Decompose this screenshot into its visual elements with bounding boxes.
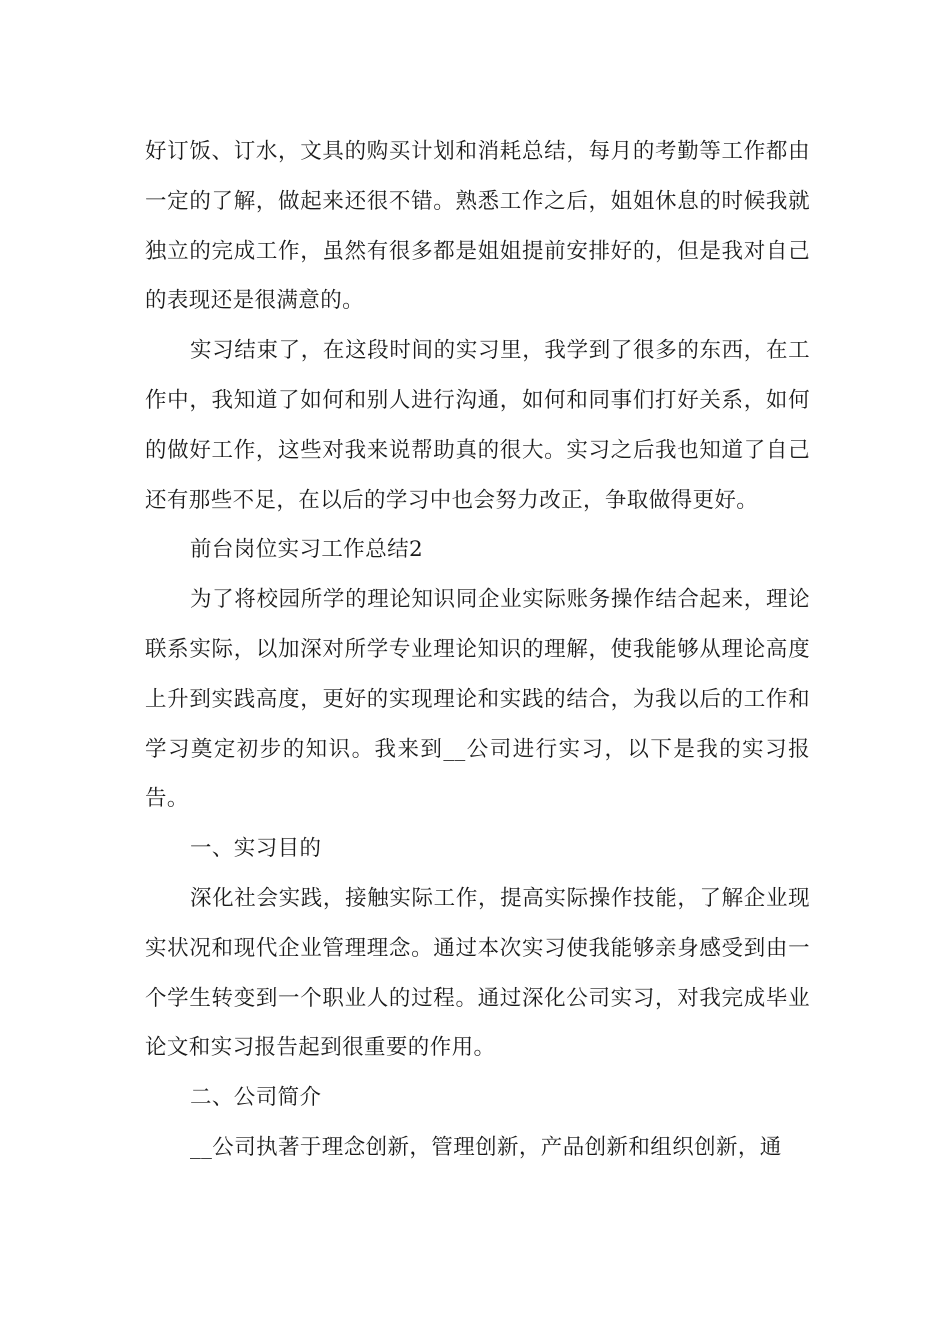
document-body (145, 127, 810, 1173)
paragraph-internship-conclusion: 实习结束了，在这段时间的实习里，我学到了很多的东西，在工作中，我知道了如何和别人进行沟通，如何和同事们打好关系，如何的做好工作，这些对我来说帮助真的很大。实习之后我也知道了自己还有那些不足，在以后的学习中也会努力改正，争取做得更好。 (145, 338, 810, 513)
section-title: 前台岗位实习工作总结2 (190, 537, 424, 563)
paragraph-company-intro: __公司执著于理念创新，管理创新，产品创新和组织创新，通 (190, 1134, 782, 1160)
paragraph-purpose: 深化社会实践，接触实际工作，提高实际操作技能，了解企业现实状况和现代企业管理理念。通过本次实习使我能够亲身感受到由一个学生转变到一个职业人的过程。通过深化公司实习，对我完成毕业论文和实习报告起到很重要的作用。 (145, 885, 810, 1061)
paragraph-intro: 为了将校园所学的理论知识同企业实际账务操作结合起来，理论联系实际，以加深对所学专业理论知识的理解，使我能够从理论高度上升到实践高度，更好的实现理论和实践的结合，为我以后的工作和学习奠定初步的知识。我来到__公司进行实习，以下是我的实习报告。 (145, 587, 810, 812)
heading-company-intro: 二、公司简介 (190, 1085, 322, 1111)
heading-purpose: 一、实习目的 (190, 836, 322, 862)
paragraph-continuation: 好订饭、订水，文具的购买计划和消耗总结，每月的考勤等工作都由一定的了解，做起来还很不错。熟悉工作之后，姐姐休息的时候我就独立的完成工作，虽然有很多都是姐姐提前安排好的，但是我对自己的表现还是很满意的。 (145, 139, 810, 314)
